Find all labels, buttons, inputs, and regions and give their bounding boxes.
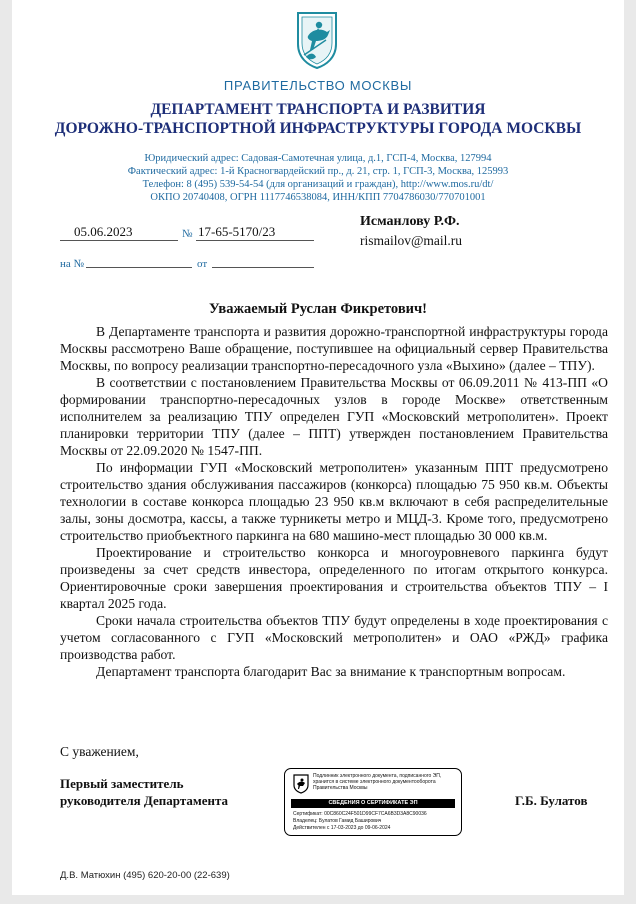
department-title-line2: ДОРОЖНО-ТРАНСПОРТНОЙ ИНФРАСТРУКТУРЫ ГОРОДА МОСКВЫ — [54, 120, 582, 137]
stamp-certificate-validity: Действителен с 17-03-2023 до 09-06-2024 — [293, 825, 391, 831]
from-label: от — [197, 258, 208, 270]
paragraph: Сроки начала строительства объектов ТПУ будут определены в ходе проектирования с учетом согласованного с ГУП «Московский метрополитен» и ОАО «РЖД» графика производства работ. — [60, 613, 608, 662]
date-field — [60, 224, 178, 241]
salutation: Уважаемый Руслан Фикретович! — [208, 301, 428, 317]
recipient-email: rismailov@mail.ru — [360, 233, 463, 248]
closing: С уважением, — [60, 744, 139, 759]
letter-number: 17-65-5170/23 — [198, 224, 276, 239]
stamp-note — [313, 773, 441, 791]
reply-to-date-field — [212, 253, 314, 268]
letter-body — [60, 323, 608, 680]
stamp-certificate-owner: Владелец: Булатов Гамид Баширович — [293, 818, 382, 824]
reply-to-label: на № — [60, 258, 85, 270]
executor-contact: Д.В. Матюхин (495) 620-20-00 (22-639) — [60, 870, 230, 881]
moscow-emblem-icon — [293, 774, 309, 794]
paragraph: В Департаменте транспорта и развития дорожно-транспортной инфраструктуры города Москвы рассмотрено Ваше обращение, поступившее на официальный сервер Правительства Москвы, по вопросу реализации транспортно-пересадочного узла «Выхино» (далее – ТПУ). — [60, 324, 608, 373]
stamp-note-line: Подлинник электронного документа, подписанного ЭП, — [313, 773, 442, 779]
paragraph: Проектирование и строительство конкорса и многоуровневого паркинга будут произведены за счет средств инвестора, определенного по итогам открытого конкурса. Ориентировочные сроки завершения проектирования и строительства объектов ТПУ – I квартал 2025 года. — [60, 545, 608, 611]
letter-date: 05.06.2023 — [74, 224, 133, 239]
department-title-line1: ДЕПАРТАМЕНТ ТРАНСПОРТА И РАЗВИТИЯ — [150, 101, 486, 118]
paragraph: Департамент транспорта благодарит Вас за внимание к транспортным вопросам. — [96, 664, 566, 679]
paragraph: По информации ГУП «Московский метрополитен» указанным ППТ предусмотрено строительство здания обслуживания пассажиров (конкорса) площадью 75 950 кв.м. Объекты технологии в составе конкорса площадью 23 950 кв.м включают в себя распределительные залы, зоны досмотра, кассы, а также турникеты метро и МЦД-3. Кроме того, предусмотрено строительство приобъектного паркинга на 680 машино-мест площадью 30 000 кв.м. — [60, 460, 608, 543]
letter-page — [12, 0, 624, 895]
stamp-certificate-title: СВЕДЕНИЯ О СЕРТИФИКАТЕ ЭП — [291, 799, 455, 808]
stamp-note-line: Правительства Москвы — [313, 785, 368, 791]
actual-address: Фактический адрес: 1-й Красногвардейский пр., д. 21, стр. 1, ГСП-3, Москва, 125993 — [127, 166, 509, 177]
stamp-certificate-serial: Сертификат: 00C860C24F501D99CF7CA6B3D3A8C90036 — [293, 811, 427, 817]
recipient-name: Исманлову Р.Ф. — [360, 214, 460, 229]
signer-position-line1: Первый заместитель — [60, 776, 184, 791]
paragraph: В соответствии с постановлением Правительства Москвы от 06.09.2011 № 413-ПП «О формировании транспортно-пересадочных узлов в городе Москве» ответственным исполнителем за реализацию ТПУ определен ГУП «Московский метрополитен». Проект планировки территории ТПУ (далее – ППТ) утвержден постановлением Правительства Москвы от 22.09.2020 № 1547-ПП. — [60, 375, 608, 458]
stamp-note-line: хранится в системе электронного документооборота — [313, 779, 436, 785]
signer-position-line2: руководителя Департамента — [60, 793, 229, 808]
legal-address: Юридический адрес: Садовая-Самотечная улица, д.1, ГСП-4, Москва, 127994 — [144, 153, 492, 164]
contact-phone: Телефон: 8 (495) 539-54-54 (для организаций и граждан), http://www.mos.ru/dt/ — [142, 179, 494, 190]
registration-codes: ОКПО 20740408, ОГРН 1117746538084, ИНН/КПП 7704786030/770701001 — [150, 192, 486, 203]
number-sign: № — [182, 228, 193, 240]
electronic-signature-stamp — [284, 768, 462, 836]
government-title: ПРАВИТЕЛЬСТВО МОСКВЫ — [223, 78, 413, 93]
signer-name: Г.Б. Булатов — [515, 793, 588, 808]
moscow-coat-of-arms-icon — [294, 10, 340, 70]
number-field — [196, 224, 314, 241]
reply-to-number-field — [86, 253, 192, 268]
stamp-certificate-details — [293, 811, 427, 832]
